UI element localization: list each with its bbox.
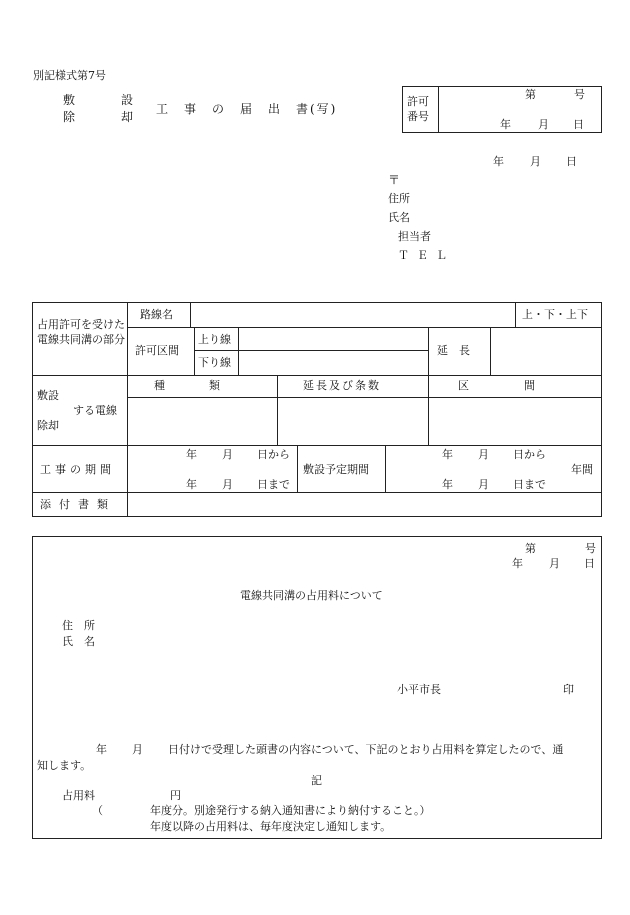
attachments-label: 添付書類	[40, 498, 116, 511]
route-name-label: 路線名	[140, 308, 173, 321]
permit-month: 月	[538, 118, 549, 131]
section-label: 占用許可を受けた電線共同溝の部分	[37, 318, 125, 346]
install-shiki: 敷設	[37, 389, 59, 402]
pp-to-day: 日まで	[513, 478, 546, 491]
notice-address: 住 所	[62, 619, 95, 632]
notice-go: 号	[585, 542, 596, 555]
cp-to-month: 月	[222, 478, 233, 491]
pp-to-month: 月	[478, 478, 489, 491]
notice-box	[32, 536, 602, 839]
notice-month: 月	[549, 557, 560, 570]
col-length: 延長及び条数	[303, 379, 381, 392]
notice-name: 氏 名	[62, 635, 95, 648]
permit-go: 号	[574, 88, 585, 101]
mayor-label: 小平市長	[397, 683, 441, 696]
title-shiki: 敷	[63, 93, 76, 107]
notice-day: 日	[584, 557, 595, 570]
ki-label: 記	[311, 774, 322, 787]
permit-day: 日	[573, 118, 584, 131]
planned-period-label: 敷設予定期間	[303, 463, 369, 476]
paren-open: （	[92, 804, 103, 817]
notice-year: 年	[512, 557, 523, 570]
length-label: 延 長	[437, 344, 470, 357]
pp-from-day: 日から	[513, 448, 546, 461]
form-id: 別記様式第7号	[33, 69, 106, 82]
apply-day: 日	[566, 155, 577, 168]
title-setsu: 設	[121, 93, 134, 107]
notice-heading: 電線共同溝の占用料について	[240, 589, 383, 602]
pp-from-year: 年	[442, 448, 453, 461]
title-kyaku: 却	[121, 110, 134, 124]
cp-from-day: 日から	[257, 448, 290, 461]
tel-label: ＴＥＬ	[398, 249, 455, 262]
pp-years: 年間	[571, 463, 593, 476]
install-suffix: する電線	[73, 404, 117, 417]
col-kind: 種 類	[154, 379, 220, 392]
permit-section-label: 許可区間	[135, 344, 179, 357]
postal-mark: 〒	[388, 173, 401, 187]
col-section: 区 間	[458, 379, 535, 392]
down-line-label: 下り線	[198, 356, 231, 369]
fiscal-note: 年度分。別途発行する納入通知書により納付すること。）	[150, 804, 431, 817]
person-label: 担当者	[398, 230, 431, 243]
title-jo: 除	[63, 110, 76, 124]
construction-period-label: 工事の期間	[40, 463, 115, 476]
name-label: 氏名	[388, 211, 410, 224]
title-rest: 工 事 の 届 出 書(写)	[156, 102, 338, 116]
pp-to-year: 年	[442, 478, 453, 491]
fee-label: 占用料	[62, 789, 95, 802]
yen-label: 円	[170, 789, 181, 802]
permit-year: 年	[500, 118, 511, 131]
notice-dai: 第	[525, 542, 536, 555]
cp-to-day: 日まで	[257, 478, 290, 491]
address-label: 住所	[388, 192, 410, 205]
permit-dai: 第	[525, 88, 536, 101]
cp-from-year: 年	[186, 448, 197, 461]
pp-from-month: 月	[478, 448, 489, 461]
later-note: 年度以降の占用料は、毎年度決定し通知します。	[150, 820, 392, 833]
apply-year: 年	[493, 155, 504, 168]
body-month: 月	[132, 743, 143, 756]
direction-label: 上・下・上下	[522, 308, 588, 321]
cp-from-month: 月	[222, 448, 233, 461]
permit-label-2: 番号	[407, 110, 429, 123]
up-line-label: 上り線	[198, 333, 231, 346]
body-text-2: 知します。	[37, 759, 92, 772]
apply-month: 月	[530, 155, 541, 168]
permit-label-1: 許可	[407, 95, 429, 108]
body-text: 日付けで受理した頭書の内容について、下記のとおり占用料を算定したので、通	[168, 743, 564, 756]
seal-mark: 印	[563, 683, 574, 696]
body-year: 年	[96, 743, 107, 756]
cp-to-year: 年	[186, 478, 197, 491]
install-jo: 除却	[37, 419, 59, 432]
